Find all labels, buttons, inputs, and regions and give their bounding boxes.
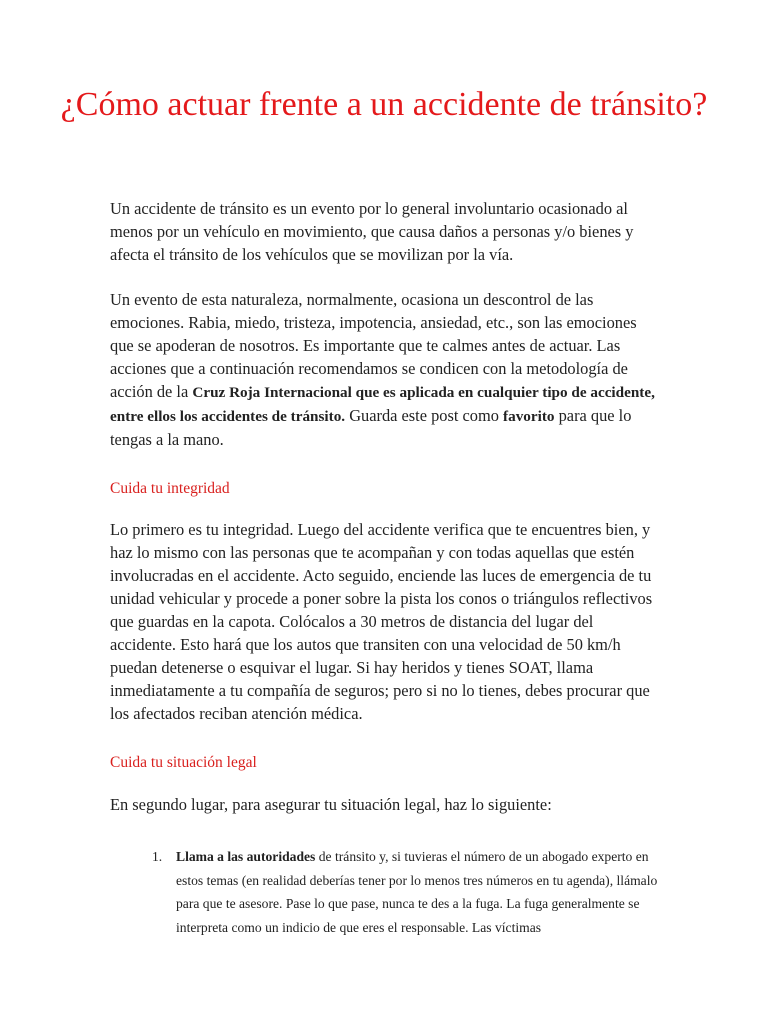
emotions-text-b: Guarda este post como [345, 406, 504, 425]
list-item [152, 845, 662, 939]
situacion-legal-paragraph: En segundo lugar, para asegurar tu situación legal, haz lo siguiente: [110, 795, 552, 814]
favorito-bold: favorito [503, 408, 555, 425]
list-item-number: 1. [152, 849, 163, 864]
section-heading-integridad: Cuida tu integridad [110, 480, 230, 497]
steps-list [152, 845, 662, 939]
emotions-text-c: para que lo tengas a la mano. [110, 406, 632, 449]
list-item-bold: Llama a las autoridades [176, 849, 316, 864]
emotions-text-a: Un evento de esta naturaleza, normalmente, ocasiona un descontrol de las emociones. Rabia, miedo, tristeza, impotencia, ansiedad, etc., son las emociones que se apoderan de nosotros. Es importante que te calmes antes de actuar. Las acciones que a continuación recomendamos se condicen con la metodología de acción de la [110, 290, 637, 401]
integridad-paragraph: Lo primero es tu integridad. Luego del accidente verifica que te encuentres bien, y haz lo mismo con las personas que te acompañan y con todas aquellas que estén involucradas en el accidente. Acto seguido, enciende las luces de emergencia de tu unidad vehicular y procede a poner sobre la pista los conos o triángulos reflectivos que guardas en la capota. Colócalos a 30 metros de distancia del lugar del accidente. Esto hará que los autos que transiten con una velocidad de 50 km/h puedan detenerse o esquivar el lugar. Si hay heridos y tienes SOAT, llama inmediatamente a tu compañía de seguros; pero si no lo tienes, debes procurar que los afectados reciban atención médica. [110, 520, 653, 723]
section-heading-situacion-legal: Cuida tu situación legal [110, 754, 257, 771]
cruz-roja-bold: Cruz Roja Internacional que es aplicada en cualquier tipo de accidente, entre ellos los accidentes de tránsito. [110, 384, 655, 425]
intro-paragraph: Un accidente de tránsito es un evento por lo general involuntario ocasionado al menos por un vehículo en movimiento, que causa daños a personas y/o bienes y afecta el tránsito de los vehículos que se movilizan por la vía. [110, 199, 634, 264]
emotions-paragraph [110, 288, 662, 451]
list-item-text: de tránsito y, si tuvieras el número de un abogado experto en estos temas (en realidad deberías tener por lo menos tres números en tu agenda), llámalo para que te asesore. Pase lo que pase, nunca te des a la fuga. La fuga generalmente se interpreta como un indicio de que eres el responsable. Las víctimas [176, 849, 658, 935]
page-title: ¿Cómo actuar frente a un accidente de tránsito? [60, 86, 708, 123]
